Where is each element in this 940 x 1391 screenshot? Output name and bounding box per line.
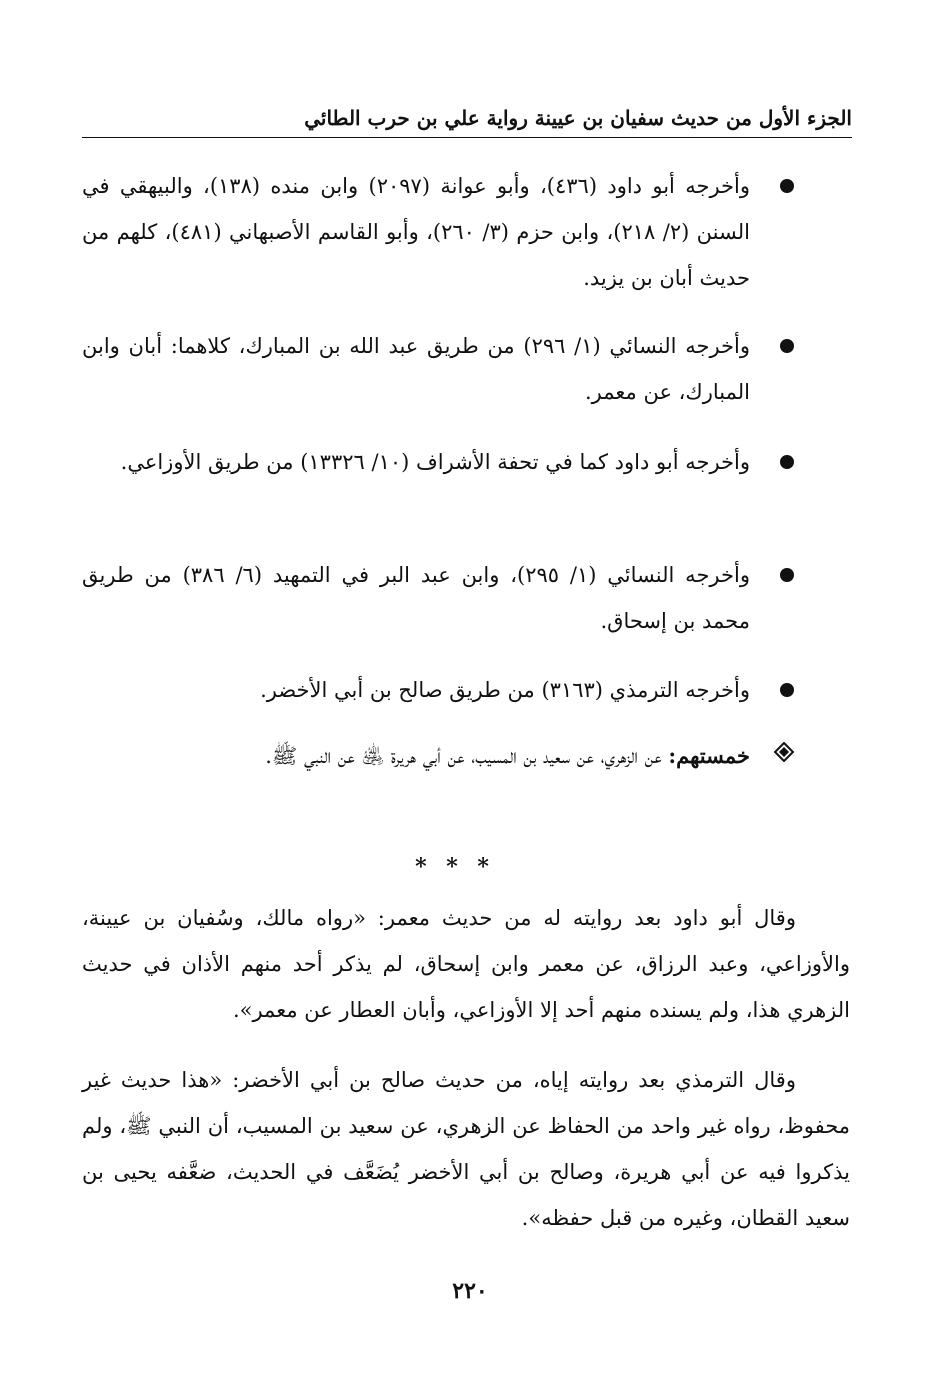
header-rule	[82, 137, 852, 138]
diamond-bullet-icon	[774, 742, 794, 762]
bullet-icon	[780, 339, 794, 353]
list-item: وأخرجه النسائي (١/ ٢٩٦) من طريق عبد الله بن المبارك، كلاهما: أبان وابن المبارك، عن معمر.	[82, 334, 750, 404]
page-number: ٢٢٠	[452, 1278, 488, 1304]
bullet-icon	[780, 455, 794, 469]
running-header: الجزء الأول من حديث سفيان بن عيينة رواية علي بن حرب الطائي	[304, 106, 852, 130]
list-item: وأخرجه أبو داود كما في تحفة الأشراف (١٠/ ١٣٣٢٦) من طريق الأوزاعي.	[120, 450, 750, 474]
section-separator: * * *	[415, 854, 495, 880]
body-paragraph: وقال الترمذي بعد روايته إياه، من حديث صالح بن أبي الأخضر: «هذا حديث غير محفوظ، رواه غير واحد من الحفاظ عن الزهري، عن سعيد بن المسيب، أن النبي ﷺ، ولم يذكروا فيه عن أبي هريرة، وصالح بن أبي الأخضر يُضَعَّف في الحديث، ضعَّفه يحيى بن سعيد القطان، وغيره من قبل حفظه».	[82, 1068, 850, 1230]
bullet-icon	[780, 179, 794, 193]
bullet-icon	[780, 568, 794, 582]
list-item: وأخرجه الترمذي (٣١٦٣) من طريق صالح بن أبي الأخضر.	[260, 678, 750, 702]
body-paragraph: وقال أبو داود بعد روايته له من حديث معمر: «رواه مالك، وسُفيان بن عيينة، والأوزاعي، وعبد الرزاق، عن معمر وابن إسحاق، لم يذكر أحد منهم الأذان في حديث الزهري هذا، ولم يسنده منهم أحد إلا الأوزاعي، وأبان العطار عن معمر».	[82, 906, 850, 1022]
summary-text: عن الزهري، عن سعيد بن المسيب، عن أبي هريرة ﵁ عن النبي ﷺ.	[265, 744, 669, 768]
summary-label: خمستهم:	[668, 743, 750, 768]
list-item: وأخرجه النسائي (١/ ٢٩٥)، وابن عبد البر في التمهيد (٦/ ٣٨٦) من طريق محمد بن إسحاق.	[82, 563, 750, 633]
list-item: وأخرجه أبو داود (٤٣٦)، وأبو عوانة (٢٠٩٧) وابن منده (١٣٨)، والبيهقي في السنن (٢/ ٢١٨)، وابن حزم (٣/ ٢٦٠)، وأبو القاسم الأصبهاني (٤٨١)، كلهم من حديث أبان بن يزيد.	[82, 174, 750, 290]
bullet-icon	[780, 683, 794, 697]
list-item-summary	[82, 733, 750, 779]
